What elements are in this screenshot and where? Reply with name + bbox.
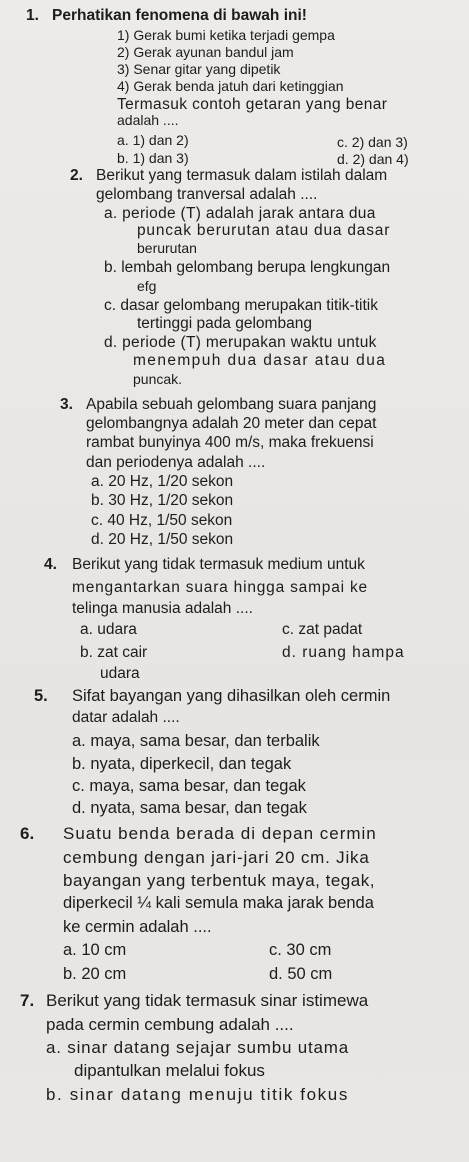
q5-option-b: b. nyata, diperkecil, dan tegak: [72, 755, 292, 773]
q1-item-4: 4) Gerak benda jatuh dari ketinggian: [117, 78, 344, 94]
q1-prompt-line2: adalah ....: [117, 112, 179, 128]
q5-stem-line1: Sifat bayangan yang dihasilkan oleh cermin: [72, 687, 391, 705]
q2-stem-line2: gelombang tranversal adalah ....: [96, 186, 318, 203]
q6-option-c: c. 30 cm: [269, 941, 332, 959]
q4-option-d: d. ruang hampa: [282, 644, 405, 661]
q4-option-c: c. zat padat: [282, 621, 363, 638]
q6-stem-line2: cembung dengan jari-jari 20 cm. Jika: [63, 848, 370, 867]
q4-option-d-line2: udara: [100, 665, 140, 682]
q5-stem-line2: datar adalah ....: [72, 709, 180, 726]
q6-number: 6.: [20, 824, 35, 843]
q2-option-d-line3: puncak.: [133, 371, 183, 387]
q7-stem-line1: Berikut yang tidak termasuk sinar istimewa: [46, 991, 369, 1010]
q5-option-d: d. nyata, sama besar, dan tegak: [72, 799, 307, 817]
q3-stem-line2: gelombangnya adalah 20 meter dan cepat: [86, 415, 377, 432]
q2-number: 2.: [70, 167, 83, 184]
q3-stem-line1: Apabila sebuah gelombang suara panjang: [86, 396, 377, 413]
q4-option-b: b. zat cair: [80, 644, 148, 661]
q2-stem-line1: Berikut yang termasuk dalam istilah dalam: [96, 167, 388, 184]
q3-number: 3.: [60, 396, 73, 413]
q4-stem-line1: Berikut yang tidak termasuk medium untuk: [72, 556, 365, 573]
q4-stem-line2: mengantarkan suara hingga sampai ke: [72, 579, 368, 596]
q6-option-a: a. 10 cm: [63, 941, 127, 959]
q7-number: 7.: [20, 991, 35, 1010]
q1-option-a: a. 1) dan 2): [117, 132, 189, 148]
q6-stem-line5: ke cermin adalah ....: [63, 918, 212, 936]
q6-option-d: d. 50 cm: [269, 965, 333, 983]
q6-stem-line4: diperkecil ¼ kali semula maka jarak benda: [63, 894, 374, 912]
q1-option-c: c. 2) dan 3): [337, 134, 408, 150]
q4-number: 4.: [44, 556, 57, 573]
q2-option-a-line1: a. periode (T) adalah jarak antara dua: [104, 205, 376, 222]
q2-option-b-line2: efg: [137, 278, 157, 294]
q2-option-d-line1: d. periode (T) merupakan waktu untuk: [104, 334, 377, 351]
q5-option-a: a. maya, sama besar, dan terbalik: [72, 732, 320, 750]
q2-option-d-line2: menempuh dua dasar atau dua: [133, 352, 387, 369]
q1-item-2: 2) Gerak ayunan bandul jam: [117, 44, 294, 60]
q2-option-a-line3: berurutan: [137, 240, 197, 256]
q6-stem-line1: Suatu benda berada di depan cermin: [63, 824, 377, 843]
q3-option-b: b. 30 Hz, 1/20 sekon: [91, 492, 234, 509]
q2-option-a-line2: puncak berurutan atau dua dasar: [137, 222, 391, 239]
q3-option-c: c. 40 Hz, 1/50 sekon: [91, 512, 233, 529]
q1-option-d: d. 2) dan 4): [337, 151, 409, 167]
q4-option-a: a. udara: [80, 621, 137, 638]
q2-option-c-line2: tertinggi pada gelombang: [137, 315, 312, 332]
q1-item-1: 1) Gerak bumi ketika terjadi gempa: [117, 27, 335, 43]
q3-stem-line4: dan periodenya adalah ....: [86, 454, 266, 471]
q5-option-c: c. maya, sama besar, dan tegak: [72, 777, 306, 795]
q6-option-b: b. 20 cm: [63, 965, 127, 983]
q3-option-d: d. 20 Hz, 1/50 sekon: [91, 531, 234, 548]
q7-option-b-line1: b. sinar datang menuju titik fokus: [46, 1085, 349, 1104]
q1-option-b: b. 1) dan 3): [117, 150, 189, 166]
q2-option-c-line1: c. dasar gelombang merupakan titik-titik: [104, 297, 378, 314]
q4-stem-line3: telinga manusia adalah ....: [72, 600, 253, 617]
q3-option-a: a. 20 Hz, 1/20 sekon: [91, 473, 234, 490]
q1-stem: Perhatikan fenomena di bawah ini!: [52, 7, 307, 24]
q1-number: 1.: [26, 7, 39, 24]
q7-stem-line2: pada cermin cembung adalah ....: [46, 1015, 294, 1034]
q7-option-a-line1: a. sinar datang sejajar sumbu utama: [46, 1038, 349, 1057]
q6-stem-line3: bayangan yang terbentuk maya, tegak,: [63, 871, 375, 890]
q7-option-a-line2: dipantulkan melalui fokus: [74, 1061, 265, 1080]
q5-number: 5.: [34, 687, 48, 705]
q1-item-3: 3) Senar gitar yang dipetik: [117, 61, 281, 77]
q3-stem-line3: rambat bunyinya 400 m/s, maka frekuensi: [86, 434, 374, 451]
q2-option-b-line1: b. lembah gelombang berupa lengkungan: [104, 259, 391, 276]
q1-prompt-line1: Termasuk contoh getaran yang benar: [117, 96, 388, 113]
